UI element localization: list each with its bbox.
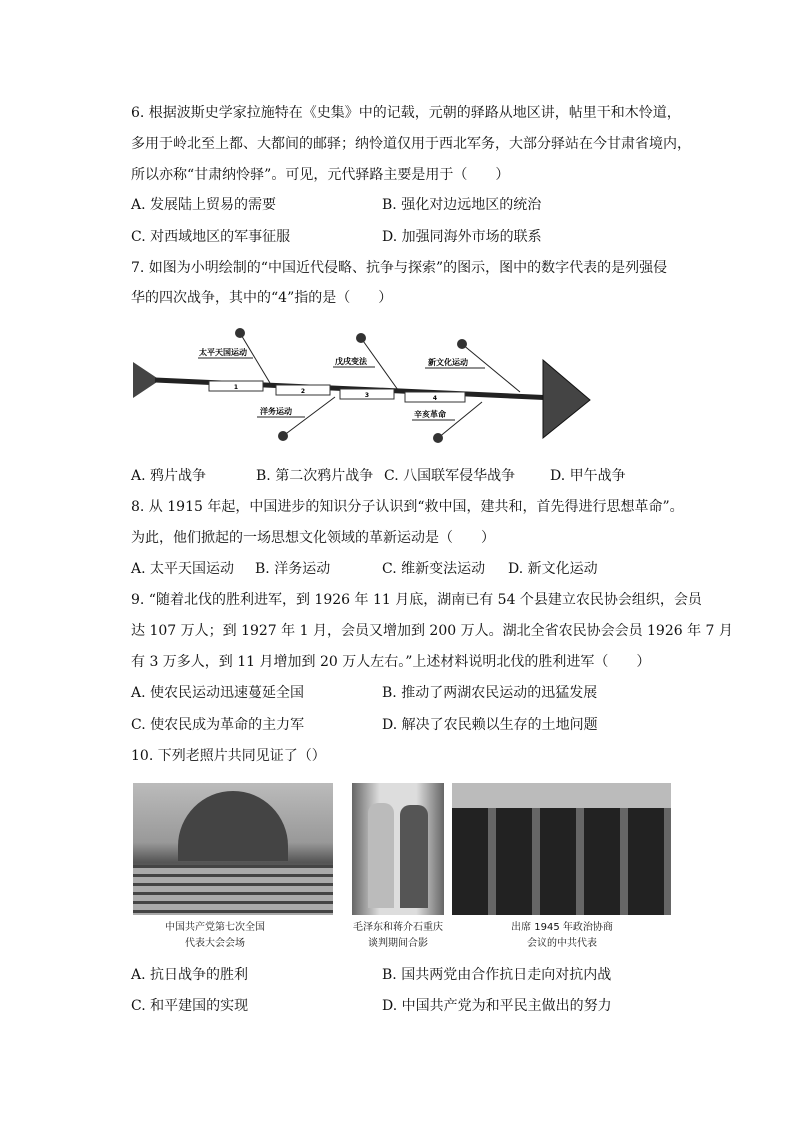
q7-option-d: D. 甲午战争 (550, 468, 626, 484)
arrow-head (543, 360, 590, 438)
label-xinhai: 辛亥革命 (414, 410, 446, 419)
war-number-3: 3 (364, 392, 370, 399)
q9-line: 达 107 万人；到 1927 年 1 月，会员又增加到 200 万人。湖北全省农民协会会员 1926 年 7 月 (131, 623, 733, 639)
q8-line: 为此，他们掀起的一场思想文化领域的革新运动是（ ） (131, 530, 495, 546)
q9-option-a: A. 使农民运动迅速蔓延全国 (131, 685, 305, 701)
label-xinwenhua: 新文化运动 (428, 358, 468, 367)
caption-1: 中国共产党第七次全国 代表大会会场 (165, 922, 265, 949)
q6-option-c: C. 对西域地区的军事征服 (131, 229, 291, 245)
q8-option-c: C. 维新变法运动 (382, 561, 486, 577)
caption-3: 出席 1945 年政治协商 会议的中共代表 (511, 922, 613, 949)
label-yangwu: 洋务运动 (260, 407, 292, 416)
q8-option-a: A. 太平天国运动 (131, 561, 235, 577)
q10-option-b: B. 国共两党由合作抗日走向对抗内战 (382, 967, 612, 983)
photo-ccp-delegates (452, 783, 671, 915)
q9-line: 有 3 万多人，到 11 月增加到 20 万人左右。”上述材料说明北伐的胜利进军（ ） (131, 654, 651, 670)
q10-option-a: A. 抗日战争的胜利 (131, 967, 249, 983)
q9-option-d: D. 解决了农民赖以生存的土地问题 (382, 717, 598, 733)
war-number-4: 4 (432, 395, 438, 402)
q10-option-c: C. 和平建国的实现 (131, 998, 249, 1014)
label-wuxu: 戊戌变法 (335, 357, 367, 366)
q7-line: 7. 如图为小明绘制的“中国近代侵略、抗争与探索”的图示，图中的数字代表的是列强侵 (131, 260, 668, 276)
fishbone-diagram (125, 320, 605, 450)
q9-option-c: C. 使农民成为革命的主力军 (131, 717, 305, 733)
label-taiping: 太平天国运动 (199, 348, 247, 357)
q8-option-d: D. 新文化运动 (508, 561, 598, 577)
photo-congress-hall (133, 783, 333, 915)
q10-option-d: D. 中国共产党为和平民主做出的努力 (382, 998, 612, 1014)
photo-mao-chiang (352, 783, 444, 915)
war-number-1: 1 (233, 384, 239, 391)
war-number-2: 2 (300, 388, 306, 395)
q7-option-b: B. 第二次鸦片战争 (256, 468, 374, 484)
q6-line: 6. 根据波斯史学家拉施特在《史集》中的记载，元朝的驿路从地区讲，帖里干和木怜道， (131, 105, 681, 121)
q6-option-d: D. 加强同海外市场的联系 (382, 229, 542, 245)
q7-line: 华的四次战争，其中的“4”指的是（ ） (131, 290, 393, 306)
q7-option-a: A. 鸦片战争 (131, 468, 207, 484)
q7-option-c: C. 八国联军侵华战争 (384, 468, 516, 484)
q6-option-a: A. 发展陆上贸易的需要 (131, 197, 277, 213)
q9-line: 9. “随着北伐的胜利进军，到 1926 年 11 月底，湖南已有 54 个县建立农民协会组织，会员 (131, 592, 702, 608)
q6-line: 所以亦称“甘肃纳怜驿”。可见，元代驿路主要是用于（ ） (131, 167, 510, 183)
q8-option-b: B. 洋务运动 (255, 561, 331, 577)
q6-line: 多用于岭北至上都、大都间的邮驿；纳怜道仅用于西北军务，大部分驿站在今甘肃省境内， (131, 136, 691, 152)
q9-option-b: B. 推动了两湖农民运动的迅猛发展 (382, 685, 598, 701)
caption-2: 毛泽东和蒋介石重庆 谈判期间合影 (353, 922, 443, 949)
q6-option-b: B. 强化对边远地区的统治 (382, 197, 542, 213)
q10-line: 10. 下列老照片共同见证了（） (131, 748, 326, 764)
q8-line: 8. 从 1915 年起，中国进步的知识分子认识到“救中国，建共和，首先得进行思想革命”。 (131, 499, 684, 515)
